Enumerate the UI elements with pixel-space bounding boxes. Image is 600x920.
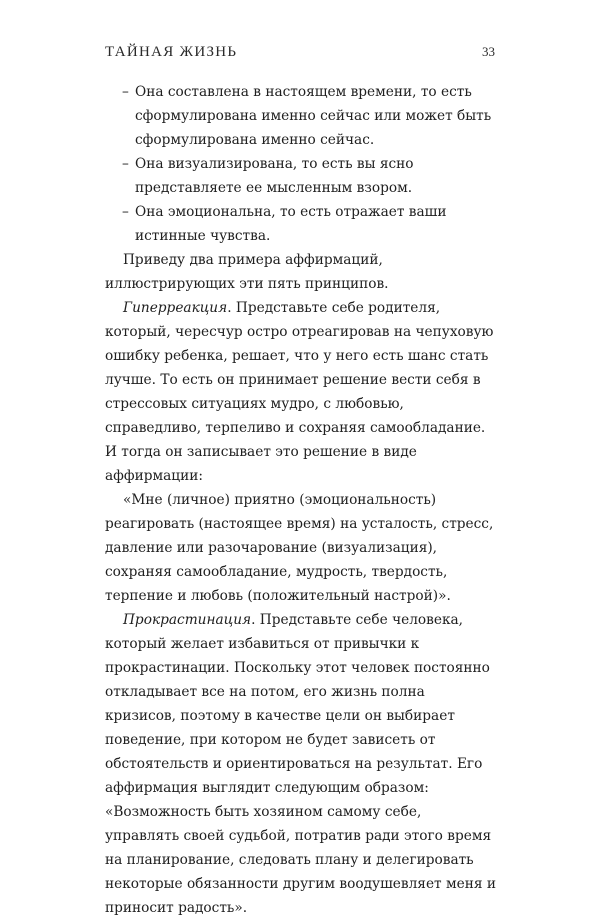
list-dash: – [122, 204, 129, 220]
procrastination-paragraph [105, 608, 498, 800]
list-item-text: Она визуализирована, то есть вы ясно представляете ее мысленным взором. [135, 156, 414, 196]
list-item [105, 80, 498, 152]
hyperreaction-term: Гиперреакция [123, 300, 228, 316]
list-item [105, 200, 498, 248]
list-dash: – [122, 156, 129, 172]
list-item-text: Она эмоциональна, то есть отражает ваши истинные чувства. [135, 204, 447, 244]
procrastination-text: . Представьте себе человека, который желает избавиться от привычки к прокрастинации. Поскольку этот человек постоянно откладывает все на потом, его жизнь полна кризисов, поэтому в качестве цели он выбирает поведение, при котором не будет зависеть от обстоятельств и ориентироваться на результат. Его аффирмация выглядит следующим образом: [105, 612, 490, 796]
list-dash: – [122, 84, 129, 100]
procrastination-affirmation: «Возможность быть хозяином самому себе, управлять своей судьбой, потратив ради этого время на планирование, следовать плану и делегировать некоторые обязанности другим воодушевляет меня и приносит радость». [105, 804, 496, 916]
page-body [105, 80, 498, 920]
hyperreaction-affirmation: «Мне (личное) приятно (эмоциональность) реагировать (настоящее время) на усталость, стресс, давление или разочарование (визуализация), сохраняя самообладание, мудрость, твердость, терпение и любовь (положительный настрой)». [105, 492, 494, 604]
list-item-text: Она составлена в настоящем времени, то есть сформулирована именно сейчас или может быть сформулирована именно сейчас. [135, 84, 492, 148]
list-item [105, 152, 498, 200]
page-number: 33 [482, 44, 495, 59]
running-title: ТАЙНАЯ ЖИЗНЬ [105, 44, 238, 60]
intro-paragraph: Приведу два примера аффирмаций, иллюстрирующих эти пять принципов. [105, 252, 389, 292]
hyperreaction-text: . Представьте себе родителя, который, чересчур остро отреагировав на чепуховую ошибку ребенка, решает, что у него есть шанс стать лучше. То есть он принимает решение вести себя в стрессовых ситуациях мудро, с любовью, справедливо, терпеливо и сохраняя самообладание. И тогда он записывает это решение в виде аффирмации: [105, 300, 494, 484]
principles-list [105, 80, 498, 248]
hyperreaction-paragraph [105, 296, 498, 488]
procrastination-term: Прокрастинация [123, 612, 252, 628]
